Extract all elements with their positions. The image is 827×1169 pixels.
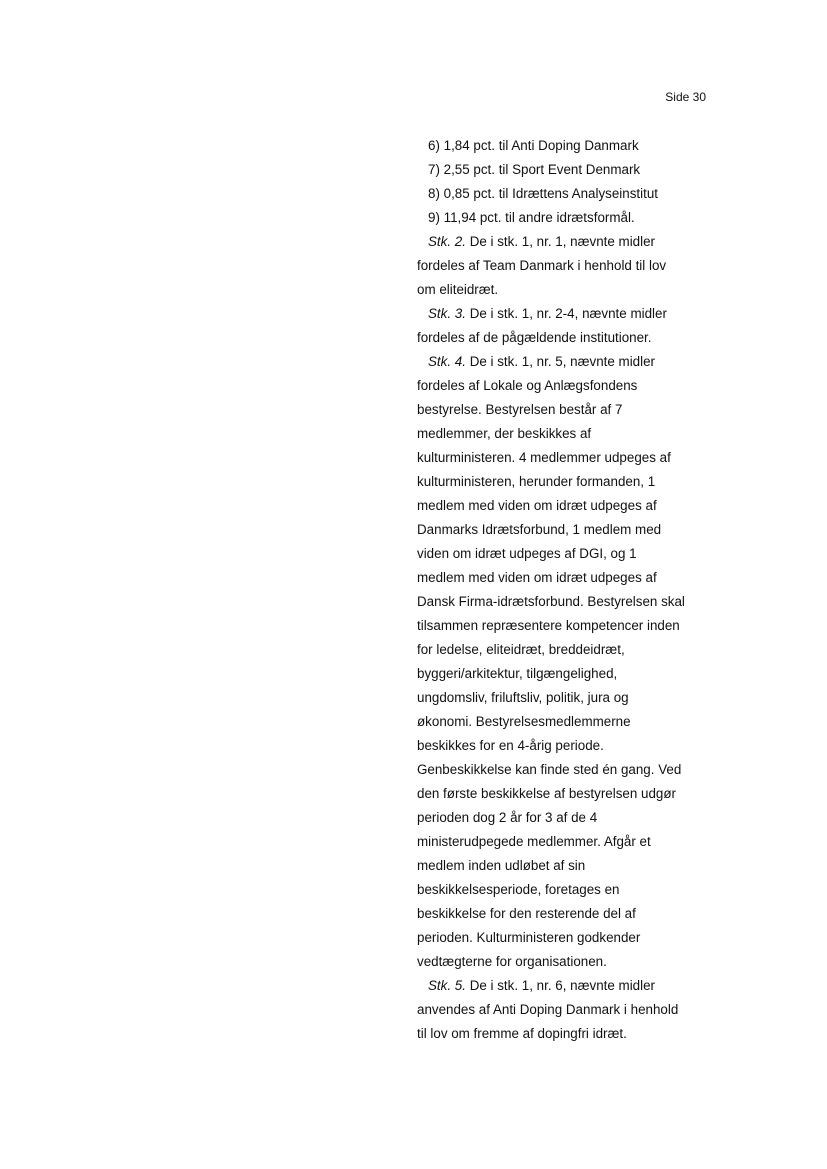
line-text: fordeles af Lokale og Anlægsfondens bbox=[417, 378, 638, 393]
text-line bbox=[417, 686, 707, 710]
text-line bbox=[417, 494, 707, 518]
line-text: den første beskikkelse af bestyrelsen udgør bbox=[417, 786, 677, 801]
line-text: fordeles af Team Danmark i henhold til lov bbox=[417, 258, 667, 273]
line-text: De i stk. 1, nr. 1, nævnte midler bbox=[465, 234, 655, 249]
text-line bbox=[417, 326, 707, 350]
text-line bbox=[417, 710, 707, 734]
text-line bbox=[417, 158, 707, 182]
line-text: kulturministeren, herunder formanden, 1 bbox=[417, 474, 656, 489]
text-line bbox=[417, 398, 707, 422]
text-line bbox=[417, 590, 707, 614]
line-text: medlem med viden om idræt udpeges af bbox=[417, 570, 657, 585]
text-line bbox=[417, 518, 707, 542]
text-line bbox=[417, 830, 707, 854]
text-line bbox=[417, 566, 707, 590]
stk-label: Stk. 3. bbox=[428, 306, 466, 321]
page-number: Side 30 bbox=[665, 90, 706, 104]
line-text: Genbeskikkelse kan finde sted én gang. Ved bbox=[417, 762, 682, 777]
text-line bbox=[417, 134, 707, 158]
text-line bbox=[417, 542, 707, 566]
text-line bbox=[417, 758, 707, 782]
text-line bbox=[417, 446, 707, 470]
stk-label: Stk. 5. bbox=[428, 978, 466, 993]
text-line bbox=[417, 878, 707, 902]
stk-label: Stk. 2. bbox=[428, 234, 466, 249]
text-line bbox=[417, 998, 707, 1022]
text-line bbox=[417, 470, 707, 494]
law-text-column bbox=[417, 134, 707, 1046]
text-line bbox=[417, 278, 707, 302]
stk-label: Stk. 4. bbox=[428, 354, 466, 369]
text-line bbox=[417, 902, 707, 926]
line-text: medlem inden udløbet af sin bbox=[417, 858, 586, 873]
paragraph-stk-line bbox=[417, 974, 707, 998]
line-text: De i stk. 1, nr. 2-4, nævnte midler bbox=[465, 306, 667, 321]
line-text: ministerudpegede medlemmer. Afgår et bbox=[417, 834, 651, 849]
text-line bbox=[417, 422, 707, 446]
line-text: medlem med viden om idræt udpeges af bbox=[417, 498, 657, 513]
line-text: 9) 11,94 pct. til andre idrætsformål. bbox=[428, 210, 635, 225]
line-text: De i stk. 1, nr. 6, nævnte midler bbox=[465, 978, 655, 993]
line-text: tilsammen repræsentere kompetencer inden bbox=[417, 618, 680, 633]
paragraph-stk-line bbox=[417, 230, 707, 254]
text-line bbox=[417, 854, 707, 878]
line-text: bestyrelse. Bestyrelsen består af 7 bbox=[417, 402, 623, 417]
text-line bbox=[417, 926, 707, 950]
line-text: vedtægterne for organisationen. bbox=[417, 954, 607, 969]
line-text: til lov om fremme af dopingfri idræt. bbox=[417, 1026, 627, 1041]
text-line bbox=[417, 806, 707, 830]
line-text: De i stk. 1, nr. 5, nævnte midler bbox=[465, 354, 655, 369]
paragraph-stk-line bbox=[417, 350, 707, 374]
line-text: beskikkelse for den resterende del af bbox=[417, 906, 636, 921]
text-line bbox=[417, 1022, 707, 1046]
line-text: økonomi. Bestyrelsesmedlemmerne bbox=[417, 714, 631, 729]
line-text: kulturministeren. 4 medlemmer udpeges af bbox=[417, 450, 671, 465]
text-line bbox=[417, 374, 707, 398]
text-line bbox=[417, 614, 707, 638]
line-text: fordeles af de pågældende institutioner. bbox=[417, 330, 652, 345]
line-text: 8) 0,85 pct. til Idrættens Analyseinstitut bbox=[428, 186, 658, 201]
paragraph-stk-line bbox=[417, 302, 707, 326]
text-line bbox=[417, 662, 707, 686]
line-text: anvendes af Anti Doping Danmark i henhold bbox=[417, 1002, 679, 1017]
line-text: om eliteidræt. bbox=[417, 282, 499, 297]
text-line bbox=[417, 206, 707, 230]
text-line bbox=[417, 182, 707, 206]
line-text: perioden. Kulturministeren godkender bbox=[417, 930, 641, 945]
text-line bbox=[417, 254, 707, 278]
line-text: beskikkelsesperiode, foretages en bbox=[417, 882, 620, 897]
line-text: Dansk Firma-idrætsforbund. Bestyrelsen skal bbox=[417, 594, 685, 609]
line-text: medlemmer, der beskikkes af bbox=[417, 426, 592, 441]
text-line bbox=[417, 782, 707, 806]
line-text: viden om idræt udpeges af DGI, og 1 bbox=[417, 546, 637, 561]
line-text: 7) 2,55 pct. til Sport Event Denmark bbox=[428, 162, 641, 177]
text-line bbox=[417, 638, 707, 662]
text-line bbox=[417, 950, 707, 974]
line-text: byggeri/arkitektur, tilgængelighed, bbox=[417, 666, 618, 681]
line-text: perioden dog 2 år for 3 af de 4 bbox=[417, 810, 598, 825]
line-text: for ledelse, eliteidræt, breddeidræt, bbox=[417, 642, 625, 657]
line-text: 6) 1,84 pct. til Anti Doping Danmark bbox=[428, 138, 639, 153]
line-text: beskikkes for en 4-årig periode. bbox=[417, 738, 604, 753]
line-text: ungdomsliv, friluftsliv, politik, jura og bbox=[417, 690, 629, 705]
line-text: Danmarks Idrætsforbund, 1 medlem med bbox=[417, 522, 662, 537]
text-line bbox=[417, 734, 707, 758]
